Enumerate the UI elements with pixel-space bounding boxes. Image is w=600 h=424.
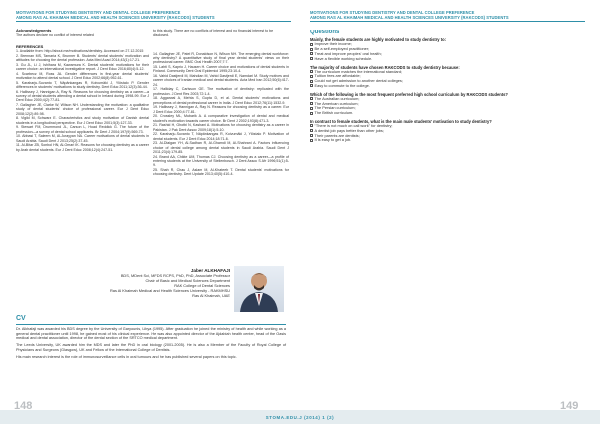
reference-item: 4. Scarbecz M, Ross JA. Gender differences in first-year dental students' motivation to attend dental school. J Dent Educ 2002;66(8):952-61. (16, 71, 149, 80)
answer-option-label: The Australian curriculum; (314, 95, 360, 101)
reference-item: 23. Al-Dlaigan YH, Al-Sadhan R, Al-Ghamdi M, Al-Shahrani A. Factors influencing choice of dental college among dental students in Saudi Arabia. Saudi Dent J 2011;23(4):179-85. (153, 141, 289, 154)
questions-section (310, 30, 585, 285)
answer-option[interactable] (310, 111, 585, 116)
author-college: RAK College of Dental Sciences (174, 283, 230, 289)
author-location: Ras Al Khaimah, UAE (192, 293, 230, 299)
answer-option-label: Easy to commute to the college. (314, 82, 370, 88)
reference-item: 7. Gallagher JE, Clarke W, Wilson NH. Understanding the motivation: a qualitative study of dental students' choice of professional career. Eur J Dent Educ 2008;12(2):89-98. (16, 102, 149, 116)
answer-option[interactable] (310, 57, 585, 62)
questions-title: Questions (310, 30, 340, 35)
journal-citation: STOMA.EDU.J (2014) 1 (2) (265, 415, 335, 420)
author-photo (234, 266, 284, 312)
header-line-1-right: MOTIVATIONS FOR STUDYING DENTISTRY AND DENTAL COLLEGE PREFERENCE (310, 10, 475, 15)
answer-option-label: The British curriculum. (314, 110, 354, 116)
question-3: Which of the following is the most frequent preferred high school curriculum by RAKCODS students? (310, 91, 508, 97)
checkbox-icon[interactable] (310, 112, 313, 115)
answer-option-label: Their parents are dentists; (314, 132, 360, 138)
header-line-1: MOTIVATIONS FOR STUDYING DENTISTRY AND DENTAL COLLEGE PREFERENCE (16, 10, 181, 15)
answer-option-label: Improve their income; (314, 41, 352, 47)
reference-item: 18. Aggarwal A, Mehta S, Gupta D, et al. Dental students' motivations and perceptions of dental professional career in India. J Dent Educ 2012;76(11):1532-9. (153, 96, 289, 105)
page-number-right: 149 (560, 400, 579, 412)
author-profile (60, 268, 230, 299)
answer-option-label: Tuition fees are affordable; (314, 73, 361, 79)
references-right (153, 52, 289, 177)
running-header-right (310, 10, 509, 20)
cv-paragraph-2: The Leeds University, UK awarded him the MDS and later the PhD in oral biology (2001-2005). He is also a Member of the Faculty of Royal College of Physicians and Surgeons (Glasgow), UK and Fellow of the International College of Dentists. (16, 343, 286, 352)
answer-option-label: Be a self-employed practitioner; (314, 46, 370, 52)
checkbox-icon[interactable] (310, 97, 313, 100)
answer-option-label: The Persian curriculum; (314, 105, 356, 111)
reference-item: 20. Crossley ML, Mubarik A. A comparative investigation of dental and medical student's motivation towards career choice. Br Dent J 2002;193(8):471-3. (153, 114, 289, 123)
header-rule-right (310, 21, 585, 22)
reference-item: 17. Halliday C, Carlsson GE. The motivation of dentistry: replicated with the profession. J Dent Res 2003;72:1-4. (153, 87, 289, 96)
author-name: Jaber ALKHAFAJI (190, 268, 230, 273)
answer-option-label: The curriculum matches the international standard; (314, 68, 403, 74)
reference-item: 24. Brand AA, Chikte UM, Thomas CJ. Choosing dentistry as a career—a profile of entering students at the University of Stellenbosch. J Dent Assoc S Afr 1996;51(1):5-9. (153, 154, 289, 168)
header-line-2: AMONG RAS AL KHAIMAH MEDICAL AND HEALTH SCIENCES UNIVERSITY (RAKCODS) STUDENTS (16, 15, 215, 20)
reference-item: 5. Karaharju-Suvanto T, Näpänkangas R, Koivumäki J, Ylöstalo P. Gender differences in students' motivations to study dentistry. Dent Educ 2011;12(3):36-44. (16, 80, 149, 89)
cv-rule (16, 324, 286, 325)
header-line-2-right: AMONG RAS AL KHAIMAH MEDICAL AND HEALTH SCIENCES UNIVERSITY (RAKCODS) STUDENTS (310, 15, 509, 20)
author-degrees: BDS, MDent Sci, MFDS RCPS, PhD, PhD, Associate Professor (120, 273, 230, 279)
reference-item: 1. Available from: http://about.me/motivations/dentistry. Accessed on 27.12.2015 (16, 49, 144, 54)
checkbox-icon[interactable] (310, 107, 313, 110)
checkbox-icon[interactable] (310, 134, 313, 137)
answer-option-label: Have a flexible working schedule. (314, 55, 373, 61)
answer-option-label: Could not get admission to another dental colleges; (314, 78, 403, 84)
checkbox-icon[interactable] (310, 75, 313, 78)
cv-paragraph-3: His main research interest is the role of immunosurveillance cells in oral tumours and he has published several papers on this topic. (16, 354, 237, 359)
reference-item: 3. Gu JL, Li J, Ishihara M, Kawamura K. Dental students' motivations for their career choice: an international investigative report. J Dent Educ 2016;80(4):5-12. (16, 62, 149, 71)
reference-item: 14. Gallagher JE, Patel R, Donaldson N, Wilson NH. The emerging dental workforce: why dentistry? A quantitative study of final year dental students' views on their professional career. BMC Oral Health 2007;7:7. (153, 51, 289, 65)
cv-title: CV (16, 315, 26, 322)
question-3-options (310, 97, 585, 116)
checkbox-icon[interactable] (310, 57, 313, 60)
answer-option-label: Treat and improve peoples' oral health; (314, 50, 382, 56)
references-title: REFERENCES (16, 43, 44, 49)
reference-item: 11. Al-Bitar ZB, Sonbol HN, Al-Omari IK. Reasons for choosing dentistry as a career by Arab dental students. Eur J Dent Educ 2008;12(4):247-51. (16, 143, 149, 152)
reference-item: 6. Hallissey J, Hannigan A, Ray N. Reasons for choosing dentistry as a career—a survey of dental students attending a dental school in Ireland during 1998-99. Eur J Dent Educ 2000;4(2):77-81. (16, 89, 149, 103)
question-2: The majority of students have chosen RAKCODS to study dentistry because: (310, 64, 460, 70)
ack-text-continued: to this study. There are no conflicts of interest and no financial interest to be disclosed. (153, 29, 274, 38)
checkbox-icon[interactable] (310, 139, 313, 142)
reference-item: 25. Shah R, Chau J, Aslam M, Al-Khateeb T. Dental students' motivations for choosing dentistry. Dent Update 2013;40(5):410-4. (153, 167, 289, 177)
reference-item: 8. Vigild M, Schwarz E. Characteristics and study motivation of Danish dental students in a longitudinal perspective. Eur J Dent Educ 2001;5(3):127-33. (16, 116, 149, 125)
checkbox-icon[interactable] (310, 43, 313, 46)
checkbox-icon[interactable] (310, 48, 313, 51)
answer-option-label: It is easy to get a job. (314, 137, 352, 143)
reference-item: 16. Vahid Dastjerdi M, Mahdian M, Vahid Dastjerdi E, Namdari M. Study motives and career choices of Iranian medical and dental students. Acta Med Iran 2012;50(6):417-24. (153, 74, 289, 87)
author-university: Ras Al Khaimah Medical and Health Sciences University - RAKMHSU (109, 288, 230, 294)
answer-option[interactable] (310, 138, 585, 143)
ack-title: Acknowledgments (16, 29, 52, 33)
reference-item: 9. Stewart FM, Drummond JL, Carson L, Hoad Reddick G. The future of the profession—a survey of dental school applicants. Br Dent J 2004;197(9):569-73. (16, 125, 149, 134)
page-number-left: 148 (14, 400, 33, 412)
question-4-options (310, 124, 585, 143)
reference-item: 15. Lahti S, Kaprio J, Hausen H. Career choice and motivations of dental students in Finland. Community Dent Oral Epidemiol 1995;23:10-4. (153, 65, 289, 74)
question-2-options (310, 70, 585, 89)
running-header (16, 10, 215, 20)
header-rule (16, 21, 291, 22)
answer-option[interactable] (310, 84, 585, 89)
reference-item: 19. Hallissey J, Hannigan A, Ray N. Reasons for choosing dentistry as a career. Eur J Dent Educ 2000;4:77-81. (153, 105, 289, 114)
ack-text: The authors declare no conflict of interest related (16, 33, 94, 38)
question-4: In contrast to female students, what is the main male students' motivation to study dentistry? (310, 118, 492, 124)
reference-item: 21. Rashid H, Ghotbi N, Kashani A. Motivations for choosing dentistry as a career in Pakistan. J Pak Dent Assoc 2009;18(1):5-10. (153, 123, 289, 132)
reference-item: 2. Brennan MS, Tamaria K, Brunner B. Students' dental students' motivation and attitudes for choosing the dental profession. Acta Med Acad 2014;43(1):17-21. (16, 53, 149, 63)
reference-item: 10. Abbasi T, Saleem M, Al-Jurayyan NA. Career motivations of dental students in Saudi Arabia. Saudi Dent J 2013;25(2):37-45. (16, 134, 149, 143)
reference-item: 22. Karaharju-Suvanto T, Näpänkangas R, Koivumäki J, Ylöstalo P. Motivation of dental students. Eur J Dent Educ 2014;18:71-6. (153, 132, 289, 141)
checkbox-icon[interactable] (310, 84, 313, 87)
checkbox-icon[interactable] (310, 102, 313, 105)
cv-body (16, 327, 286, 361)
answer-option-label: A dentist job pays better than other jobs; (314, 127, 384, 133)
right-page (300, 0, 600, 424)
question-1-options (310, 42, 585, 61)
cv-paragraph-1: Dr. Alkhafaji was awarded his BDS degree by the University of Garyounis, Libya (1995). After graduation he joined the ministry of health and while working as a general dental practitioner until 1998, he gained most of his clinical experience. He was also appointed director of the Ajdabiah health center, head of the Oasis medical and dental association, director of the dental section of the SRTCO medical department. (16, 327, 286, 341)
answer-option-label: The American curriculum; (314, 100, 359, 106)
checkbox-icon[interactable] (310, 52, 313, 55)
checkbox-icon[interactable] (310, 124, 313, 127)
checkbox-icon[interactable] (310, 70, 313, 73)
checkbox-icon[interactable] (310, 129, 313, 132)
right-column (153, 29, 289, 257)
references-left (16, 49, 149, 152)
answer-option-label: "There is not much on call work" for dentistry; (314, 122, 393, 128)
author-position: Chair of Basic and Medical Sciences Department (145, 278, 230, 284)
question-1: Mainly, the female students are highly motivated to study dentistry to: (310, 37, 446, 43)
left-column (16, 29, 149, 257)
checkbox-icon[interactable] (310, 80, 313, 83)
